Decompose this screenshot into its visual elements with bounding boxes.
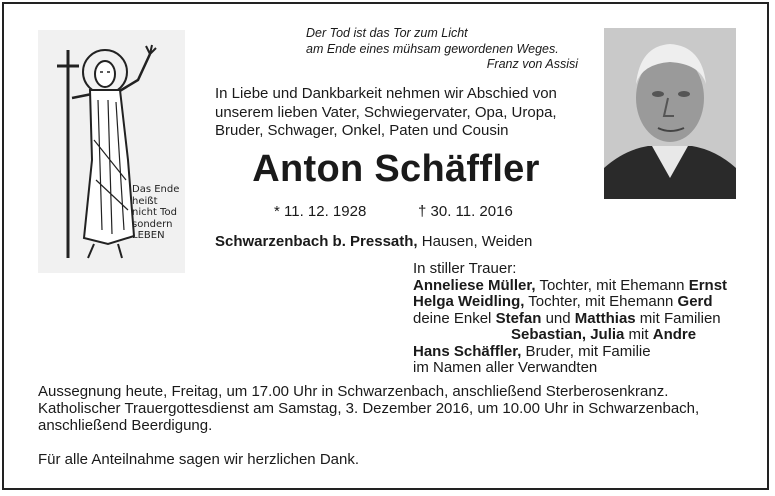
mourner-line (413, 311, 743, 328)
service-line: anschließend Beerdigung. (38, 417, 213, 434)
mourners-block (413, 261, 743, 377)
mourner-relation: Tochter, mit Ehemann (524, 293, 678, 310)
mourner-name: Anneliese Müller, (413, 276, 536, 294)
mourner-line (413, 278, 743, 295)
mourner-name: Andre (652, 326, 697, 343)
service-line: Katholischer Trauergottesdienst am Samstag, 3. Dezember 2016, um 10.00 Uhr in Schwarzenbach, (38, 400, 700, 417)
deceased-name: Anton Schäffler (252, 148, 540, 190)
quote-line: am Ende eines mühsam gewordenen Weges. (306, 41, 559, 56)
artwork-text-line: nicht Tod (132, 207, 177, 218)
mourner-name: Hans Schäffler, (413, 342, 522, 360)
quote-author: Franz von Assisi (486, 57, 578, 71)
mourner-name: Stefan (495, 309, 542, 327)
portrait-icon (604, 28, 736, 199)
thanks-line: Für alle Anteilnahme sagen wir herzlichen Dank. (38, 451, 359, 468)
death-date: † 30. 11. 2016 (418, 203, 513, 220)
mourner-name: Matthias (574, 309, 636, 327)
mourner-line (413, 294, 743, 311)
places (215, 233, 532, 250)
intro-text (215, 85, 587, 141)
mourner-name: Sebastian, Julia (511, 326, 625, 343)
artwork-text-line: heißt (132, 195, 158, 207)
portrait-photo (604, 28, 736, 199)
artwork-text-line: LEBEN (132, 230, 165, 241)
mourner-relation: deine Enkel (413, 309, 496, 327)
christ-artwork (38, 30, 185, 273)
artwork-text-line: sondern (132, 218, 173, 230)
mourner-relation: mit (624, 326, 653, 343)
mourner-name: Gerd (677, 293, 713, 310)
intro-line: Bruder, Schwager, Onkel, Paten und Cousin (215, 122, 509, 139)
mourner-line: im Namen aller Verwandten (413, 359, 598, 376)
quote-line: Der Tod ist das Tor zum Licht (306, 26, 468, 40)
mourners-heading: In stiller Trauer: (413, 260, 517, 277)
mourner-line (413, 327, 743, 344)
mourner-relation: mit Familien (635, 309, 721, 327)
mourner-relation: Bruder, mit Familie (521, 342, 651, 360)
mourner-name: Ernst (688, 276, 728, 294)
birth-date: * 11. 12. 1928 (274, 203, 367, 220)
mourner-relation: Tochter, mit Ehemann (535, 276, 689, 294)
place-primary: Schwarzenbach b. Pressath, (215, 233, 418, 250)
intro-line: unserem lieben Vater, Schwiegervater, Opa, Uropa, (215, 103, 557, 121)
intro-line: In Liebe und Dankbarkeit nehmen wir Abschied von (215, 85, 557, 102)
quote-block (296, 26, 578, 73)
artwork-text-line: Das Ende (132, 184, 180, 195)
mourner-relation: und (541, 309, 575, 327)
place-other: Hausen, Weiden (417, 233, 533, 250)
mourner-line (413, 344, 743, 361)
service-line: Aussegnung heute, Freitag, um 17.00 Uhr in Schwarzenbach, anschließend Sterberosenkranz. (38, 383, 669, 400)
service-info (38, 383, 758, 434)
mourner-name: Helga Weidling, (413, 293, 525, 310)
